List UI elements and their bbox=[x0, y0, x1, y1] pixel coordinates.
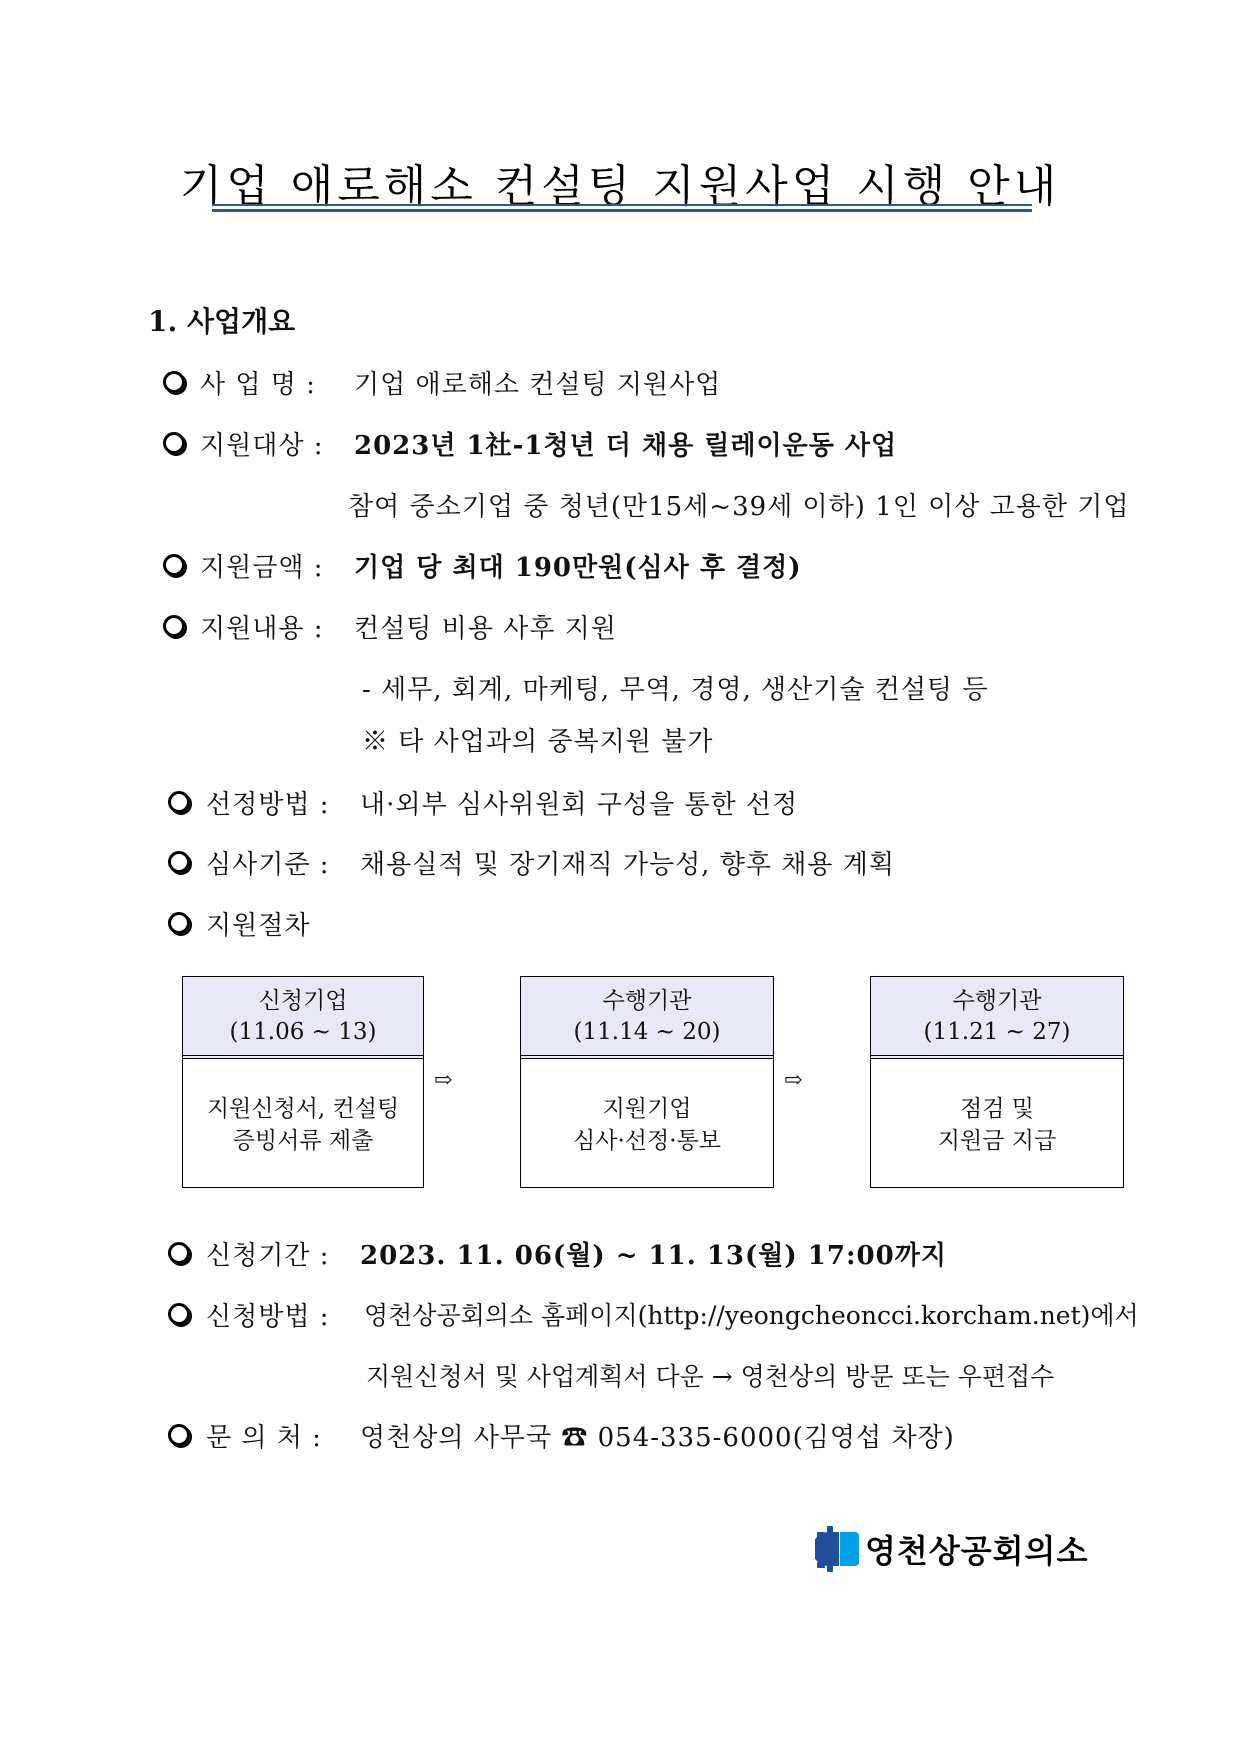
flow-step-title: 수행기관 bbox=[952, 988, 1042, 1014]
bullet-icon bbox=[168, 912, 190, 934]
bullet-icon bbox=[168, 1424, 190, 1446]
value-period: 2023. 11. 06(월) ~ 11. 13(월) 17:00까지 bbox=[360, 1241, 947, 1271]
flow-box-header bbox=[183, 977, 423, 1059]
value-apply-detail: 지원신청서 및 사업계획서 다운 → 영천상의 방문 또는 우편접수 bbox=[366, 1362, 1055, 1391]
label-name: 사 업 명 : bbox=[200, 370, 316, 400]
value-target: 2023년 1社-1청년 더 채용 릴레이운동 사업 bbox=[354, 431, 898, 461]
label-target: 지원대상 : bbox=[200, 431, 324, 461]
organization-logo bbox=[815, 1525, 1088, 1573]
flow-step-date: (11.14 ~ 20) bbox=[573, 1019, 721, 1045]
gear-logo-icon bbox=[815, 1526, 861, 1572]
label-contact: 문 의 처 : bbox=[206, 1423, 322, 1453]
value-content-sub2: ※ 타 사업과의 중복지원 불가 bbox=[362, 727, 714, 757]
flow-box-payment bbox=[870, 976, 1124, 1188]
value-method: 내·외부 심사위원회 구성을 통한 선정 bbox=[360, 790, 799, 820]
label-criteria: 심사기준 : bbox=[206, 850, 330, 880]
bullet-icon bbox=[168, 1303, 190, 1325]
flow-step-desc: 심사·선정·통보 bbox=[573, 1128, 721, 1154]
bullet-icon bbox=[168, 851, 190, 873]
label-method: 선정방법 : bbox=[206, 790, 330, 820]
flow-box-body bbox=[871, 1063, 1123, 1187]
arrow-right-icon: ⇨ bbox=[434, 1068, 453, 1093]
bullet-icon bbox=[163, 615, 185, 637]
flow-step-desc: 지원기업 bbox=[602, 1096, 692, 1122]
label-content: 지원내용 : bbox=[200, 614, 324, 644]
value-amount: 기업 당 최대 190만원(심사 후 결정) bbox=[354, 553, 802, 583]
value-criteria: 채용실적 및 장기재직 가능성, 향후 채용 계획 bbox=[360, 850, 895, 880]
label-apply: 신청방법 : bbox=[206, 1302, 330, 1332]
bullet-icon bbox=[168, 791, 190, 813]
label-procedure: 지원절차 bbox=[206, 911, 311, 941]
flow-box-body bbox=[183, 1063, 423, 1187]
title-underline bbox=[212, 204, 1032, 206]
value-target-detail: 참여 중소기업 중 청년(만15세~39세 이하) 1인 이상 고용한 기업 bbox=[348, 492, 1130, 522]
logo-text: 영천상공회의소 bbox=[865, 1532, 1089, 1570]
arrow-right-icon: ⇨ bbox=[784, 1068, 803, 1093]
value-apply: 영천상공회의소 홈페이지(http://yeongcheoncci.korcham.net)에서 bbox=[364, 1301, 1139, 1330]
flow-box-apply bbox=[182, 976, 424, 1188]
flow-step-desc: 점검 및 bbox=[960, 1096, 1034, 1122]
value-contact: 영천상의 사무국 ☎ 054-335-6000(김영섭 차장) bbox=[360, 1423, 955, 1453]
section-heading: 1. 사업개요 bbox=[148, 305, 296, 338]
bullet-icon bbox=[163, 554, 185, 576]
title-underline-double bbox=[212, 209, 1032, 212]
flow-step-date: (11.21 ~ 27) bbox=[923, 1019, 1071, 1045]
bullet-icon bbox=[163, 371, 185, 393]
flow-box-header bbox=[871, 977, 1123, 1059]
value-name: 기업 애로해소 컨설팅 지원사업 bbox=[354, 370, 722, 400]
flow-step-date: (11.06 ~ 13) bbox=[229, 1019, 377, 1045]
flow-step-title: 수행기관 bbox=[602, 988, 692, 1014]
value-content: 컨설팅 비용 사후 지원 bbox=[354, 614, 617, 644]
flow-box-review bbox=[520, 976, 774, 1188]
bullet-icon bbox=[168, 1242, 190, 1264]
label-amount: 지원금액 : bbox=[200, 553, 324, 583]
flow-step-desc: 지원금 지급 bbox=[937, 1128, 1057, 1154]
label-period: 신청기간 : bbox=[206, 1241, 330, 1271]
flow-box-body bbox=[521, 1063, 773, 1187]
flow-step-desc: 증빙서류 제출 bbox=[232, 1128, 374, 1154]
value-content-sub1: - 세무, 회계, 마케팅, 무역, 경영, 생산기술 컨설팅 등 bbox=[362, 675, 989, 705]
flow-step-title: 신청기업 bbox=[258, 988, 348, 1014]
flow-box-header bbox=[521, 977, 773, 1059]
flow-step-desc: 지원신청서, 컨설팅 bbox=[206, 1096, 400, 1122]
page-title: 기업 애로해소 컨설팅 지원사업 시행 안내 bbox=[179, 161, 1061, 212]
bullet-icon bbox=[163, 432, 185, 454]
